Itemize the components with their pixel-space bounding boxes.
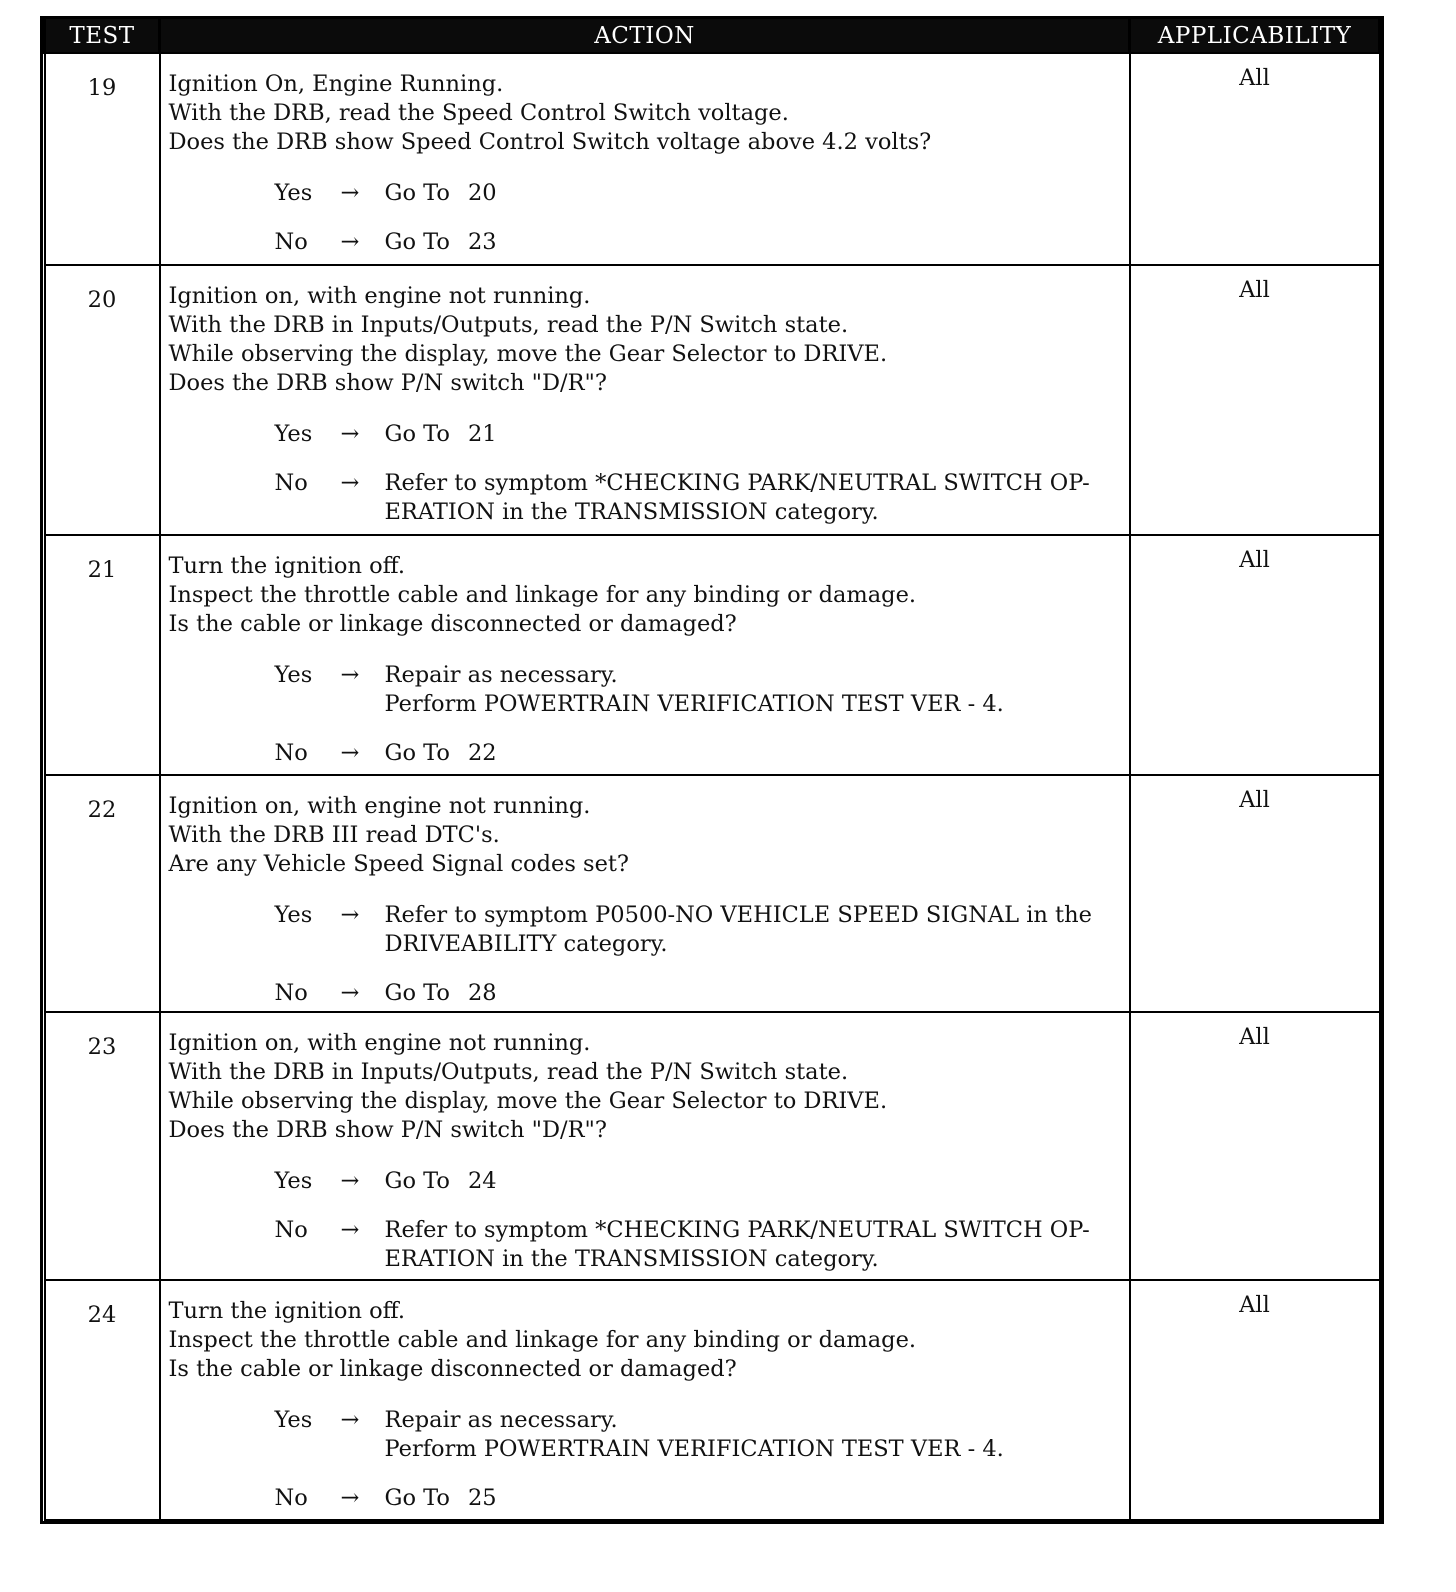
response-result [385, 979, 1129, 1008]
arrow-icon: → [340, 662, 360, 688]
response-line [275, 1216, 1129, 1274]
response-line [275, 739, 1129, 768]
arrow-icon: → [340, 1485, 360, 1511]
response-line [275, 1406, 1129, 1464]
action-cell [160, 535, 1130, 775]
response-result [385, 739, 1129, 768]
applicability-value: All [1130, 1012, 1380, 1280]
applicability-value: All [1130, 53, 1380, 265]
response-result [385, 469, 1129, 527]
action-statement: Does the DRB show P/N switch "D/R"? [168, 370, 607, 396]
action-statement: While observing the display, move the Gear Selector to DRIVE. [168, 341, 888, 367]
action-statement: Ignition on, with engine not running. [168, 1030, 591, 1056]
response-text: Go To [384, 740, 450, 766]
table-row [45, 265, 1380, 535]
response-text: Go To [384, 180, 450, 206]
action-statement: Turn the ignition off. [168, 553, 405, 579]
response-text: DRIVEABILITY category. [384, 931, 668, 957]
response-text: Refer to symptom P0500-NO VEHICLE SPEED SIGNAL in the [384, 902, 1092, 928]
goto-test-number: 20 [467, 180, 497, 206]
header-action: ACTION [160, 19, 1130, 53]
response-result [385, 661, 1129, 719]
response-text: Perform POWERTRAIN VERIFICATION TEST VER - 4. [384, 1436, 1004, 1462]
table-body [45, 53, 1380, 1520]
arrow-icon: → [340, 180, 360, 206]
response-result [385, 420, 1129, 449]
applicability-value: All [1130, 1280, 1380, 1520]
response-line [275, 1167, 1129, 1196]
goto-test-number: 23 [467, 229, 497, 255]
action-statement: Turn the ignition off. [168, 1298, 405, 1324]
response-answer: Yes [274, 1407, 313, 1433]
test-number: 22 [45, 775, 160, 1012]
response-text: Repair as necessary. [384, 1407, 618, 1433]
arrow-icon: → [340, 740, 360, 766]
action-statement: Is the cable or linkage disconnected or damaged? [168, 1356, 737, 1382]
goto-test-number: 28 [467, 980, 497, 1006]
arrow-icon: → [340, 229, 360, 255]
action-statement: Ignition on, with engine not running. [168, 793, 591, 819]
response-text: Go To [384, 1485, 450, 1511]
response-result [385, 1216, 1129, 1274]
action-statement: While observing the display, move the Gear Selector to DRIVE. [168, 1088, 888, 1114]
response-answer: Yes [274, 662, 313, 688]
response-text: Go To [384, 421, 450, 447]
arrow-icon: → [340, 421, 360, 447]
test-number: 19 [45, 53, 160, 265]
response-text: Go To [384, 980, 450, 1006]
action-statement: Inspect the throttle cable and linkage for any binding or damage. [168, 1327, 917, 1353]
action-statement: Ignition on, with engine not running. [168, 283, 591, 309]
action-statement: Does the DRB show Speed Control Switch voltage above 4.2 volts? [168, 129, 932, 155]
response-text: Refer to symptom *CHECKING PARK/NEUTRAL SWITCH OP- [384, 1217, 1090, 1243]
response-text: Refer to symptom *CHECKING PARK/NEUTRAL SWITCH OP- [384, 470, 1090, 496]
response-result [385, 901, 1129, 959]
action-statement: Ignition On, Engine Running. [168, 71, 504, 97]
arrow-icon: → [340, 902, 360, 928]
action-cell [160, 775, 1130, 1012]
action-statement: With the DRB III read DTC's. [168, 822, 500, 848]
response-answer: No [274, 980, 308, 1006]
header-test: TEST [45, 19, 160, 53]
response-text: ERATION in the TRANSMISSION category. [384, 499, 879, 525]
applicability-value: All [1130, 535, 1380, 775]
test-table [43, 19, 1381, 1521]
response-line [275, 1484, 1129, 1513]
table-row [45, 535, 1380, 775]
response-answer: Yes [274, 1168, 313, 1194]
action-statement: With the DRB in Inputs/Outputs, read the P/N Switch state. [168, 312, 849, 338]
response-line [275, 979, 1129, 1008]
arrow-icon: → [340, 1168, 360, 1194]
response-text: Perform POWERTRAIN VERIFICATION TEST VER - 4. [384, 691, 1004, 717]
response-answer: No [274, 740, 308, 766]
test-number: 20 [45, 265, 160, 535]
response-answer: No [274, 229, 308, 255]
arrow-icon: → [340, 980, 360, 1006]
diagnostic-test-table [40, 16, 1384, 1524]
action-cell [160, 53, 1130, 265]
response-line [275, 469, 1129, 527]
response-text: Repair as necessary. [384, 662, 618, 688]
action-cell [160, 1012, 1130, 1280]
test-number: 23 [45, 1012, 160, 1280]
response-result [385, 1406, 1129, 1464]
action-statement: With the DRB in Inputs/Outputs, read the P/N Switch state. [168, 1059, 849, 1085]
response-answer: Yes [274, 902, 313, 928]
action-statement: Does the DRB show P/N switch "D/R"? [168, 1117, 607, 1143]
action-statement: Is the cable or linkage disconnected or damaged? [168, 611, 737, 637]
action-cell [160, 265, 1130, 535]
table-row [45, 775, 1380, 1012]
action-statement: Inspect the throttle cable and linkage for any binding or damage. [168, 582, 917, 608]
response-line [275, 661, 1129, 719]
response-result [385, 179, 1129, 208]
response-text: ERATION in the TRANSMISSION category. [384, 1246, 879, 1272]
response-line [275, 179, 1129, 208]
response-line [275, 228, 1129, 257]
response-result [385, 228, 1129, 257]
applicability-value: All [1130, 265, 1380, 535]
response-text: Go To [384, 229, 450, 255]
response-answer: No [274, 1485, 308, 1511]
goto-test-number: 25 [467, 1485, 497, 1511]
response-result [385, 1167, 1129, 1196]
table-row [45, 53, 1380, 265]
arrow-icon: → [340, 1407, 360, 1433]
action-cell [160, 1280, 1130, 1520]
test-number: 24 [45, 1280, 160, 1520]
table-row [45, 1280, 1380, 1520]
goto-test-number: 21 [467, 421, 497, 447]
action-statement: Are any Vehicle Speed Signal codes set? [168, 851, 629, 877]
header-applicability: APPLICABILITY [1130, 19, 1380, 53]
goto-test-number: 22 [467, 740, 497, 766]
response-text: Go To [384, 1168, 450, 1194]
table-row [45, 1012, 1380, 1280]
response-line [275, 420, 1129, 449]
applicability-value: All [1130, 775, 1380, 1012]
response-line [275, 901, 1129, 959]
goto-test-number: 24 [467, 1168, 497, 1194]
response-answer: Yes [274, 421, 313, 447]
response-result [385, 1484, 1129, 1513]
test-number: 21 [45, 535, 160, 775]
response-answer: No [274, 1217, 308, 1243]
action-statement: With the DRB, read the Speed Control Switch voltage. [168, 100, 789, 126]
response-answer: Yes [274, 180, 313, 206]
header-row [45, 19, 1380, 53]
arrow-icon: → [340, 1217, 360, 1243]
response-answer: No [274, 470, 308, 496]
arrow-icon: → [340, 470, 360, 496]
